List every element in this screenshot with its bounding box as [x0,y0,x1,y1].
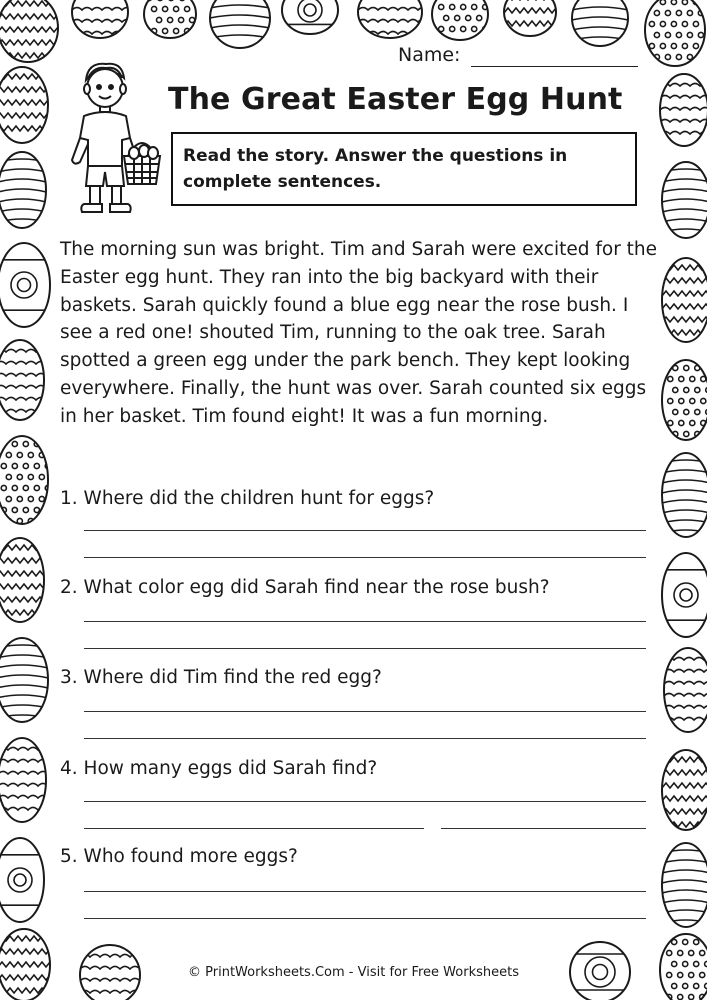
footer-credit: © PrintWorksheets.Com - Visit for Free Worksheets [188,965,519,980]
page-title: The Great Easter Egg Hunt [168,82,623,117]
easter-egg-icon [0,638,48,722]
answer-line[interactable] [84,557,646,558]
answer-line[interactable] [84,918,646,919]
boy-with-basket-icon [58,58,168,218]
question-3: 3. Where did Tim find the red egg? [60,667,382,688]
question-1: 1. Where did the children hunt for eggs? [60,488,435,509]
name-input-line[interactable] [471,66,638,67]
question-2: 2. What color egg did Sarah find near the rose bush? [60,577,550,598]
easter-egg-icon [662,258,707,342]
name-label: Name: [398,44,461,66]
easter-egg-icon [0,436,50,524]
story-paragraph: The morning sun was bright. Tim and Sarah were excited for the Easter egg hunt. They ran into the big backyard with their baskets. Sarah quickly found a blue egg near the rose bush. I see a red one! shouted Tim, running to the oak tree. Sarah spotted a green egg under the park bench. They kept looking everywhere. Finally, the hunt was over. Sarah counted six eggs in her basket. Tim found eight! It was a fun morning. [60,239,658,427]
easter-egg-icon [72,0,132,38]
instructions-box: Read the story. Answer the questions in complete sentences. [171,132,637,206]
easter-egg-icon [645,0,705,66]
answer-line[interactable] [84,738,646,739]
easter-egg-icon [572,0,628,46]
question-5: 5. Who found more eggs? [60,846,298,867]
answer-line[interactable] [84,891,646,892]
easter-egg-icon [432,0,488,40]
easter-egg-icon [662,843,707,927]
answer-line[interactable] [84,530,646,531]
answer-line[interactable] [84,828,424,829]
easter-egg-icon [664,648,707,732]
answer-line[interactable] [84,621,646,622]
easter-egg-icon [0,152,46,228]
easter-egg-icon [144,0,196,38]
question-4: 4. How many eggs did Sarah find? [60,758,378,779]
answer-line[interactable] [441,828,646,829]
easter-egg-icon [0,67,52,143]
answer-line[interactable] [84,648,646,649]
easter-egg-icon [0,340,46,420]
easter-egg-icon [662,162,707,238]
easter-egg-icon [662,453,707,537]
easter-egg-icon [662,750,707,830]
easter-egg-icon [0,243,50,327]
easter-egg-icon [282,0,338,34]
answer-line[interactable] [84,711,646,712]
easter-egg-icon [210,0,270,48]
easter-egg-icon [504,0,560,36]
easter-egg-icon [662,360,707,440]
easter-egg-icon [0,838,44,922]
easter-egg-icon [660,74,707,146]
easter-egg-icon [0,738,48,822]
easter-egg-icon [358,0,428,38]
easter-egg-icon [662,553,707,637]
easter-egg-icon [0,0,62,62]
easter-egg-icon [0,538,44,622]
answer-line[interactable] [84,801,646,802]
